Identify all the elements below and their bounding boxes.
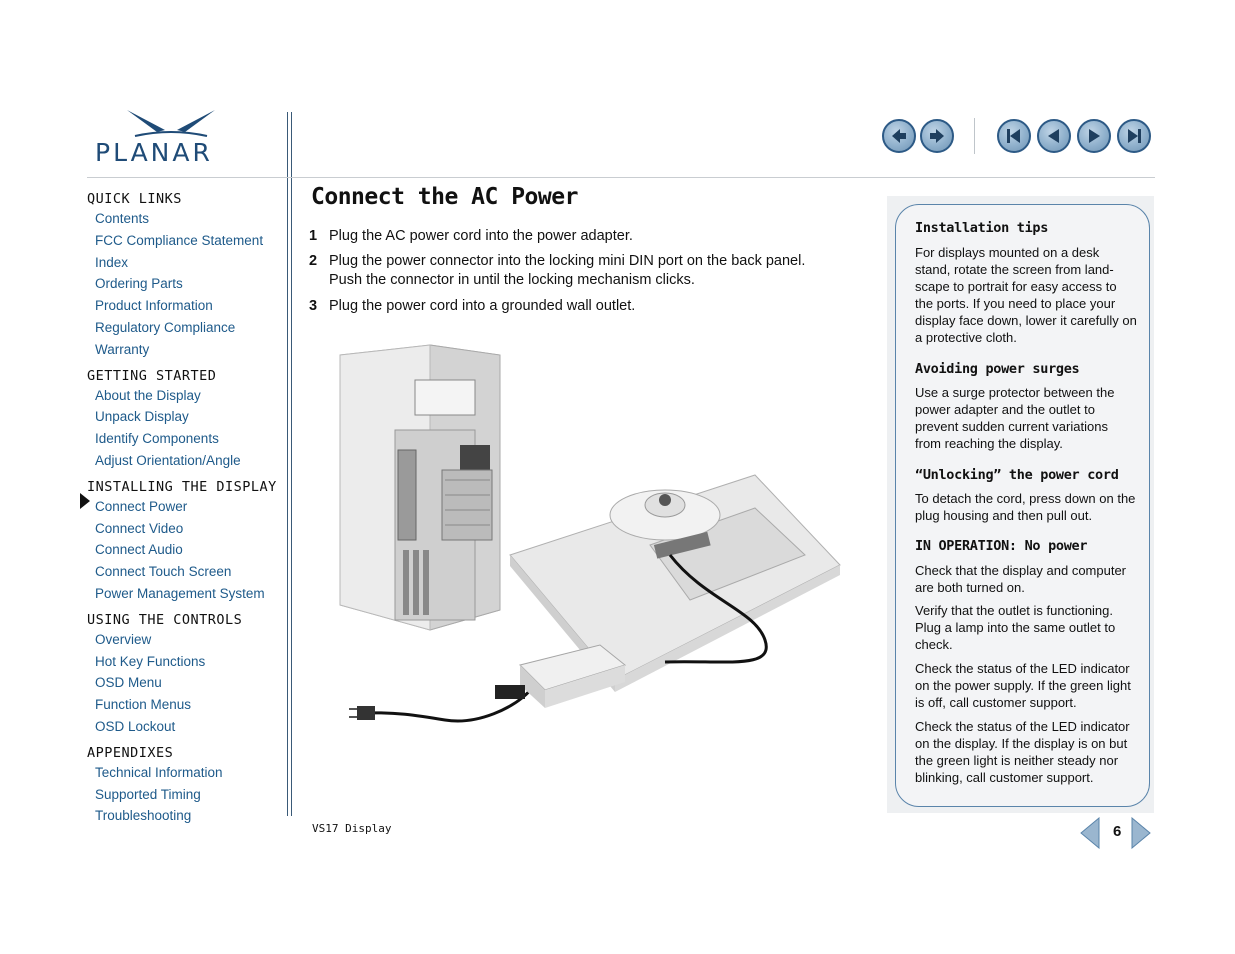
skip-first-icon [1004,126,1024,146]
step-item [309,227,849,246]
step-text: Plug the power connector into the locking mini DIN port on the back panel. Push the connector in until the locking mechanism clicks. [329,253,806,288]
step-number: 3 [309,298,318,314]
sidebar-link-connect-power[interactable]: Connect Power [95,498,188,514]
sidebar-link-osd-menu[interactable]: OSD Menu [95,675,162,691]
sidebar-link-adjust[interactable]: Adjust Orientation/Angle [95,452,241,468]
nav-separator [974,118,975,154]
sidebar-link-overview[interactable]: Overview [95,631,152,647]
sidebar-link-product-info[interactable]: Product Information [95,298,213,314]
power-connection-illustration [335,340,845,750]
sidebar-section-installing [87,478,282,605]
sidebar-link-contents[interactable]: Contents [95,211,150,226]
header-divider [87,177,1155,178]
previous-page-arrow[interactable] [1080,817,1100,854]
tip-heading-unlocking: “Unlocking” the power cord [915,467,1119,483]
sidebar-divider [291,112,292,816]
logo-wordmark: PLANAR [95,138,213,167]
sidebar-link-connect-touch[interactable]: Connect Touch Screen [95,564,232,580]
tip-heading-installation: Installation tips [915,220,1049,236]
sidebar-link-troubleshooting[interactable]: Troubleshooting [95,808,192,824]
tip-text-operation: Check that the display and computer are both turned on. [915,563,1127,595]
sidebar-link-index[interactable]: Index [95,254,129,270]
previous-page-button[interactable] [1037,119,1071,153]
sidebar-section-quick-links [87,190,282,361]
step-text: Plug the AC power cord into the power adapter. [329,228,633,244]
sidebar [87,190,282,833]
back-button[interactable] [882,119,916,153]
sidebar-link-unpack[interactable]: Unpack Display [95,409,189,425]
sidebar-heading: INSTALLING THE DISPLAY [87,478,277,495]
sidebar-link-technical-info[interactable]: Technical Information [95,764,223,780]
step-text: Plug the power cord into a grounded wall outlet. [329,298,636,314]
skip-last-icon [1124,126,1144,146]
tip-text-installation: For displays mounted on a desk stand, rotate the screen from land-scape to portrait for easy access to the ports. If you need to place your display face down, lower it carefully on a protective cloth. [915,245,1137,345]
sidebar-link-fcc[interactable]: FCC Compliance Statement [95,232,264,248]
tip-text-unlocking: To detach the cord, press down on the plug housing and then pull out. [915,491,1136,523]
sidebar-heading: USING THE CONTROLS [87,611,243,628]
sidebar-heading: QUICK LINKS [87,191,182,207]
step-item [309,252,849,290]
first-page-button[interactable] [997,119,1031,153]
last-page-button[interactable] [1117,119,1151,153]
tip-text-surges: Use a surge protector between the power adapter and the outlet to prevent sudden current variations from reaching the display. [915,385,1115,451]
sidebar-link-osd-lockout[interactable]: OSD Lockout [95,718,176,734]
sidebar-heading: GETTING STARTED [87,367,217,384]
sidebar-section-controls [87,611,282,738]
next-page-button[interactable] [1077,119,1111,153]
sidebar-link-regulatory[interactable]: Regulatory Compliance [95,319,236,335]
triangle-right-icon [1084,126,1104,146]
sidebar-link-supported-timing[interactable]: Supported Timing [95,786,201,802]
arrow-left-icon [889,126,909,146]
sidebar-link-function-menus[interactable]: Function Menus [95,697,192,713]
sidebar-link-hot-key[interactable]: Hot Key Functions [95,653,206,669]
triangle-left-icon [1080,817,1100,849]
sidebar-link-ordering-parts[interactable]: Ordering Parts [95,276,183,292]
page-title: Connect the AC Power [311,184,578,210]
step-number: 1 [309,228,318,244]
tip-heading-surges: Avoiding power surges [915,361,1080,377]
sidebar-link-power-mgmt[interactable]: Power Management System [95,585,265,601]
document-title: VS17 Display [312,822,392,835]
step-number: 2 [309,253,318,269]
triangle-right-icon [1131,817,1151,849]
tip-heading-operation: IN OPERATION: No power [915,538,1088,554]
forward-button[interactable] [920,119,954,153]
sidebar-link-connect-video[interactable]: Connect Video [95,520,184,536]
sidebar-section-getting-started [87,367,282,472]
sidebar-heading: APPENDIXES [87,744,174,761]
page-number: 6 [1113,823,1122,840]
computer-display-adapter-image [335,340,845,750]
tip-text-operation: Check the status of the LED indicator on the power supply. If the green light is off, call customer support. [915,661,1131,710]
step-item [309,297,849,316]
sidebar-section-appendixes [87,744,282,827]
sidebar-link-connect-audio[interactable]: Connect Audio [95,542,183,558]
tip-text-operation: Verify that the outlet is functioning. Plug a lamp into the same outlet to check. [915,603,1116,652]
tip-text-operation: Check the status of the LED indicator on the display. If the display is on but the green light is neither steady nor blinking, call customer support. [915,719,1130,785]
sidebar-divider [287,112,288,816]
sidebar-link-identify[interactable]: Identify Components [95,431,219,447]
arrow-right-icon [927,126,947,146]
sidebar-link-warranty[interactable]: Warranty [95,341,150,357]
logo-emblem-icon [95,108,250,142]
sidebar-link-about-display[interactable]: About the Display [95,387,201,403]
next-page-arrow[interactable] [1131,817,1151,854]
triangle-left-icon [1044,126,1064,146]
